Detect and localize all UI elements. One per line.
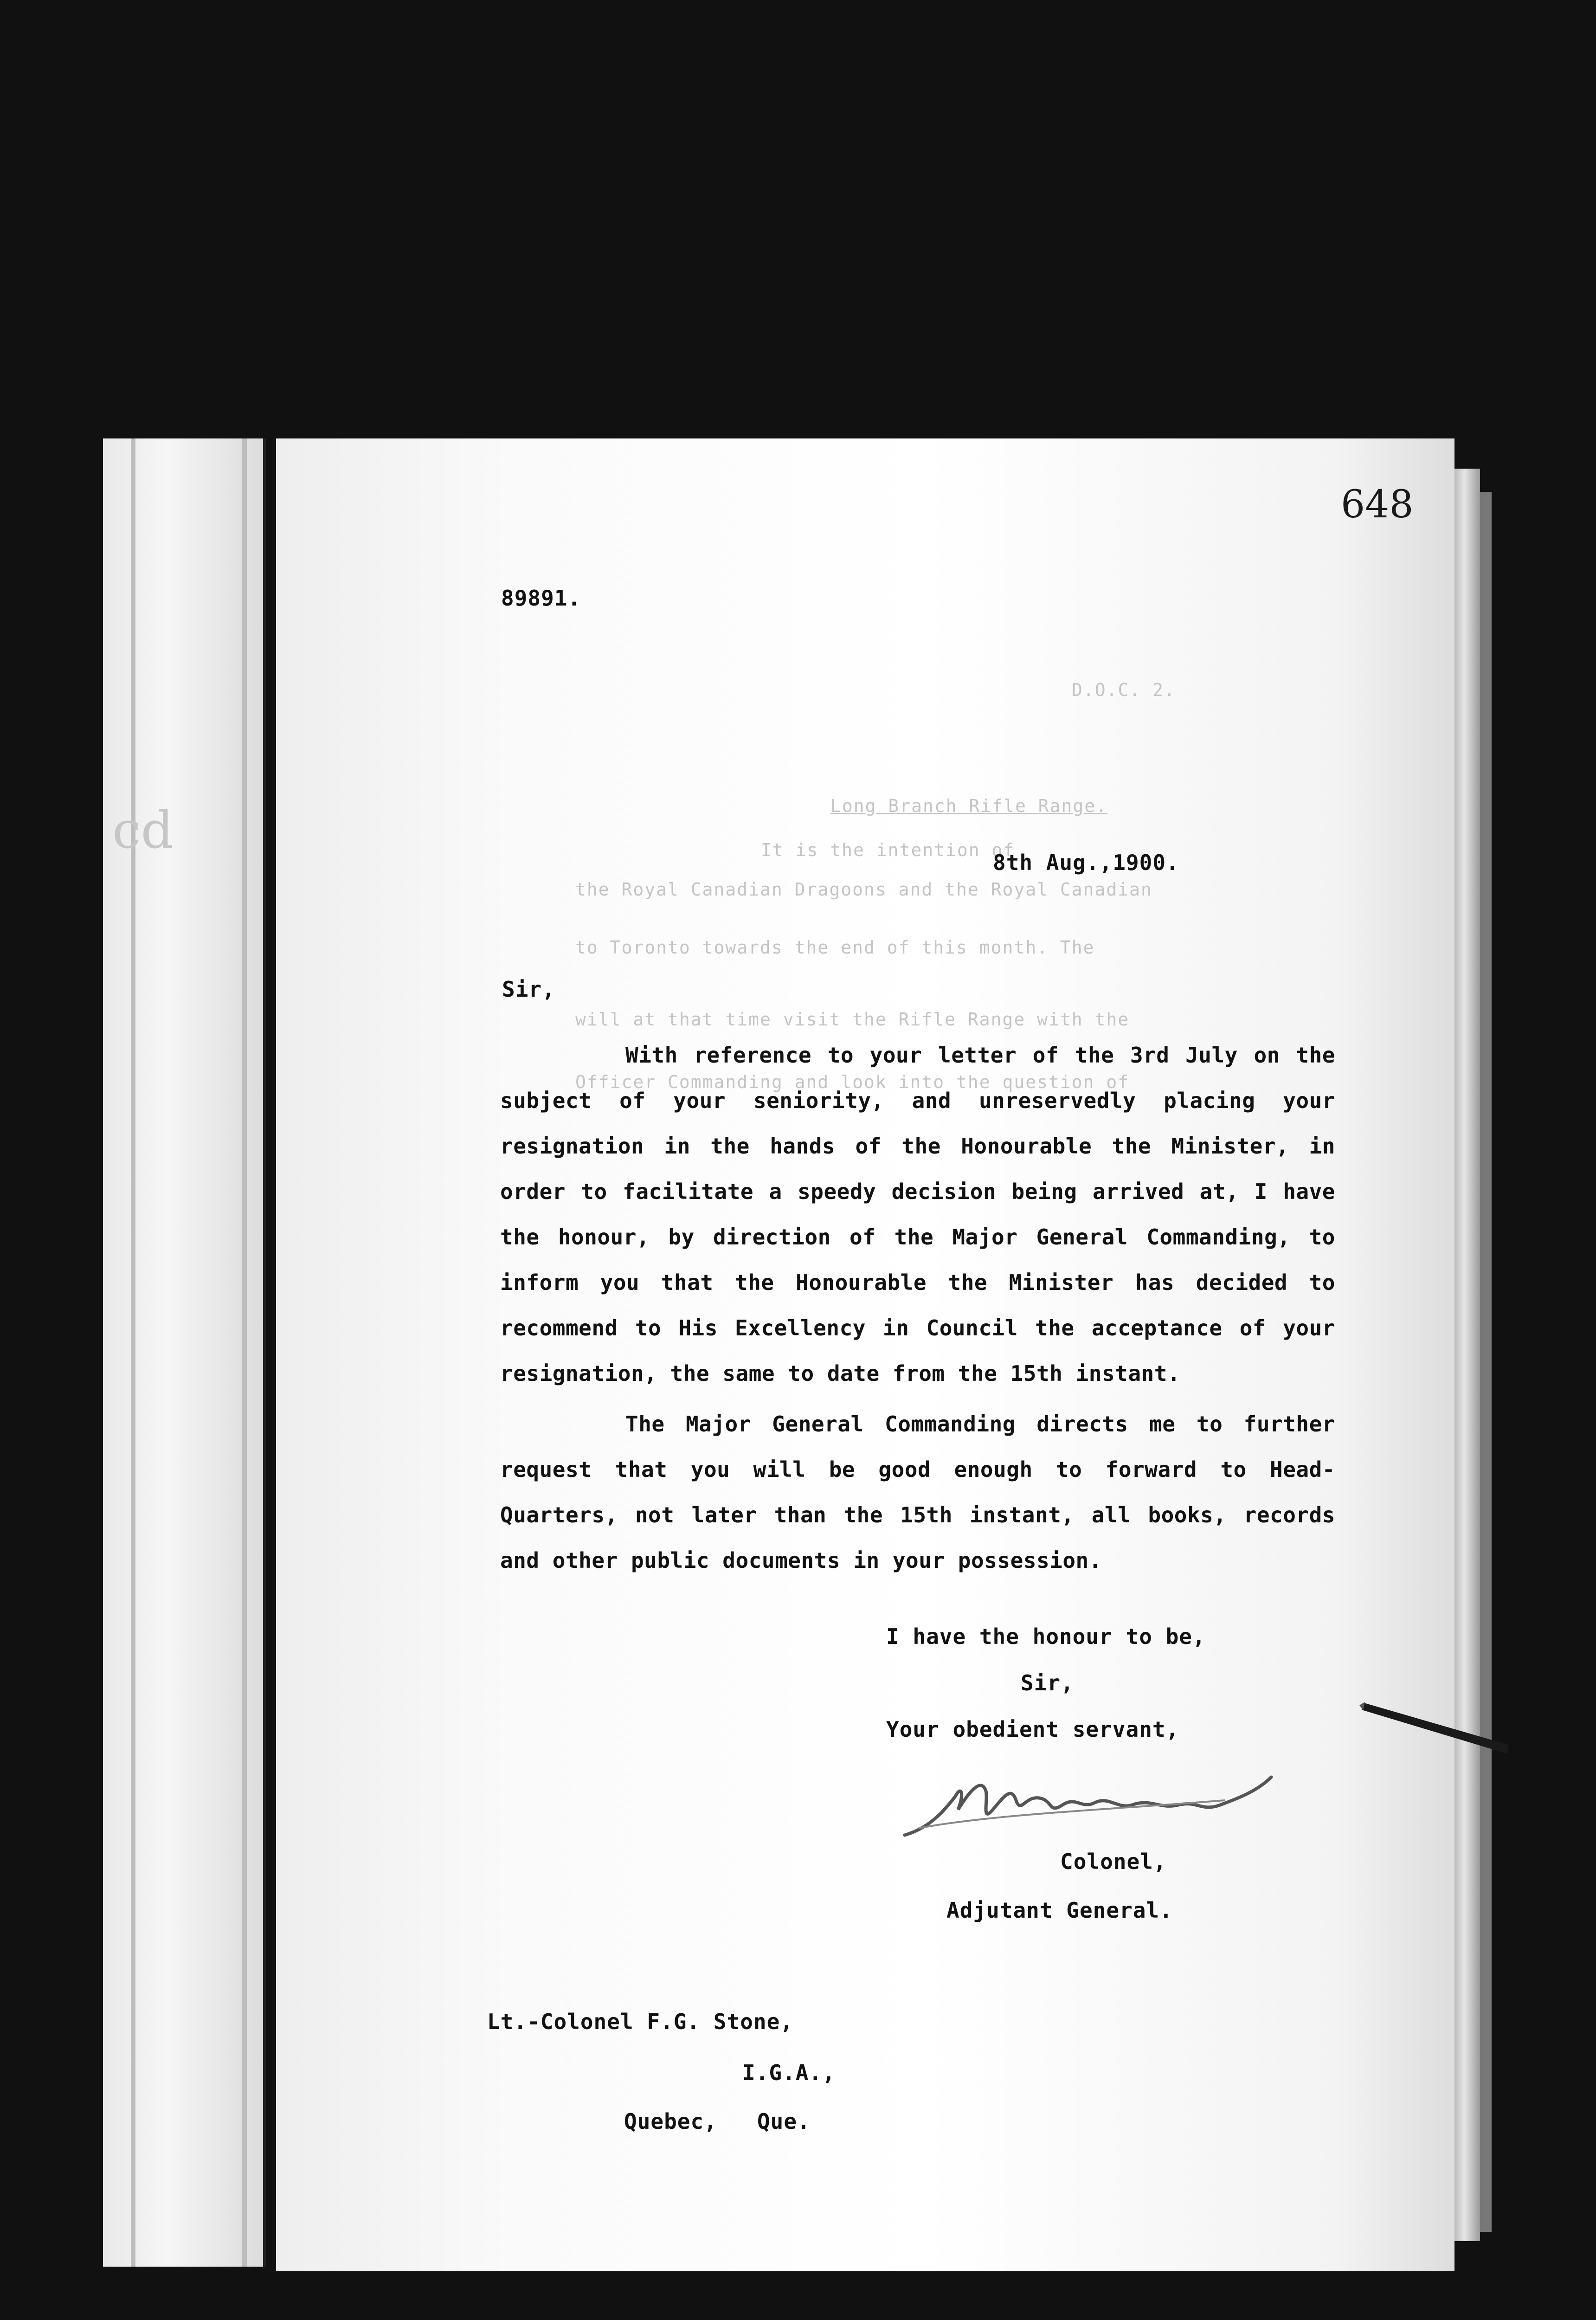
strip-fold-line <box>131 438 135 2267</box>
letter-paragraph-1: With reference to your letter of the 3rd July on the subject of your seniority, and unreservedly placing your resignation in the hands of the Honourable the Minister, in order to facilitate a speedy decision being arrived at, I have the honour, by direction of the Major General Commanding, to inform you that the Honourable the Minister has decided to recommend to His Excellency in Council the acceptance of your resignation, the same to date from the 15th instant. <box>500 1043 1335 1386</box>
salutation: Sir, <box>502 977 555 1002</box>
closing-line: Sir, <box>1021 1670 1074 1695</box>
bleed-through-line: Long Branch Rifle Range. <box>830 796 1108 816</box>
addressee-line: Quebec, Que. <box>624 2109 811 2134</box>
background-sheet-strip <box>103 438 266 2267</box>
addressee-line: Lt.-Colonel F.G. Stone, <box>487 2009 793 2034</box>
bleed-through-line: Officer Commanding and look into the question of <box>575 1072 1130 1092</box>
closing-line: Your obedient servant, <box>886 1717 1179 1742</box>
pen-image <box>1359 1689 1508 1754</box>
ghost-mark: cd <box>112 800 174 860</box>
strip-fold-line <box>242 438 247 2267</box>
bleed-through-line: It is the intention of <box>761 840 1015 860</box>
handwritten-signature <box>900 1759 1345 1851</box>
folio-number: 648 <box>1341 483 1414 527</box>
bleed-through-line: will at that time visit the Rifle Range with the <box>575 1009 1130 1030</box>
bleed-through-line: D.O.C. 2. <box>1072 680 1176 700</box>
signatory-title: Adjutant General. <box>946 1898 1173 1923</box>
letter-date: 8th Aug.,1900. <box>993 850 1179 875</box>
signatory-rank: Colonel, <box>1060 1849 1167 1874</box>
closing-line: I have the honour to be, <box>886 1624 1206 1649</box>
letter-paragraph-2: The Major General Commanding directs me to further request that you will be good enough to forward to Head-Quarters, not later than the 15th instant, all books, records and other public documents in your possession. <box>500 1411 1335 1573</box>
sheet-edge-shadow <box>1480 492 1492 2232</box>
bleed-through-line: the Royal Canadian Dragoons and the Royal Canadian <box>575 879 1152 900</box>
bleed-through-line: to Toronto towards the end of this month. The <box>575 937 1095 958</box>
sheet-edge <box>1454 469 1480 2241</box>
reference-number: 89891. <box>501 586 581 611</box>
addressee-line: I.G.A., <box>742 2060 836 2085</box>
